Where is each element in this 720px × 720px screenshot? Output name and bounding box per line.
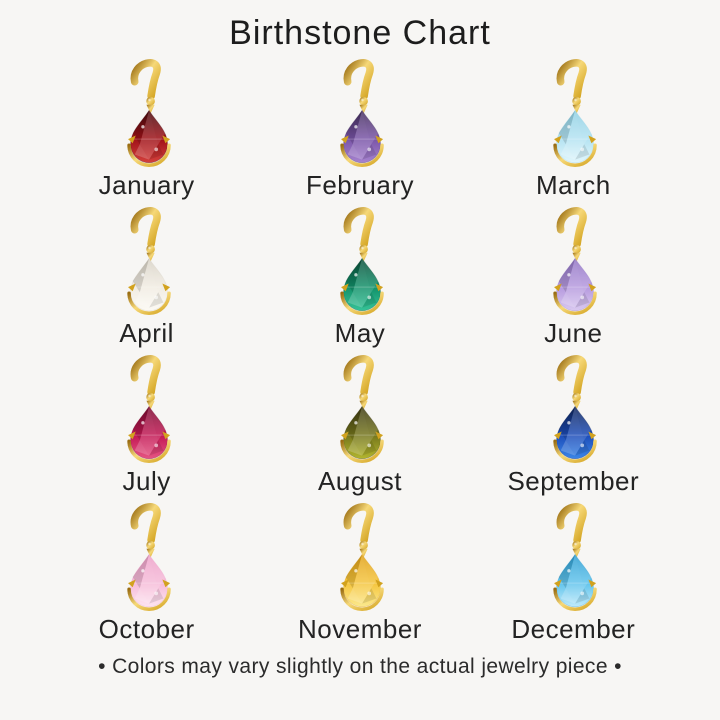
month-label-september: September bbox=[507, 466, 640, 496]
pendant-gem-icon-april bbox=[106, 205, 188, 318]
birthstone-cell-october bbox=[40, 501, 253, 645]
birthstone-cell-may bbox=[253, 205, 466, 349]
birthstone-cell-september bbox=[467, 353, 680, 497]
page-header bbox=[229, 14, 491, 53]
birthstone-cell-february bbox=[253, 57, 466, 201]
birthstone-cell-june bbox=[467, 205, 680, 349]
footer-note: • Colors may vary slightly on the actual jewelry piece • bbox=[98, 655, 622, 678]
pendant-gem-icon-march bbox=[532, 57, 614, 170]
pendant-gem-icon-september bbox=[532, 353, 614, 466]
month-label-october: October bbox=[98, 614, 195, 644]
page-footer bbox=[0, 655, 720, 679]
pendant-gem-icon-january bbox=[106, 57, 188, 170]
birthstone-cell-january bbox=[40, 57, 253, 201]
month-label-july: July bbox=[122, 466, 171, 496]
month-label-february: February bbox=[305, 170, 415, 200]
month-label-december: December bbox=[511, 614, 636, 644]
pendant-gem-icon-february bbox=[319, 57, 401, 170]
month-label-june: June bbox=[544, 318, 603, 348]
birthstone-cell-july bbox=[40, 353, 253, 497]
page-title: Birthstone Chart bbox=[229, 14, 491, 52]
pendant-gem-icon-june bbox=[532, 205, 614, 318]
birthstone-cell-april bbox=[40, 205, 253, 349]
month-label-january: January bbox=[98, 170, 195, 200]
month-label-november: November bbox=[298, 614, 422, 644]
birthstone-cell-august bbox=[253, 353, 466, 497]
pendant-gem-icon-august bbox=[319, 353, 401, 466]
month-label-august: August bbox=[318, 466, 402, 496]
pendant-gem-icon-december bbox=[532, 501, 614, 614]
birthstone-cell-november bbox=[253, 501, 466, 645]
pendant-gem-icon-november bbox=[319, 501, 401, 614]
birthstone-cell-march bbox=[467, 57, 680, 201]
pendant-gem-icon-october bbox=[106, 501, 188, 614]
birthstone-grid bbox=[40, 57, 680, 645]
month-label-may: May bbox=[334, 318, 386, 348]
birthstone-cell-december bbox=[467, 501, 680, 645]
month-label-april: April bbox=[119, 318, 174, 348]
month-label-march: March bbox=[535, 170, 611, 200]
pendant-gem-icon-may bbox=[319, 205, 401, 318]
pendant-gem-icon-july bbox=[106, 353, 188, 466]
